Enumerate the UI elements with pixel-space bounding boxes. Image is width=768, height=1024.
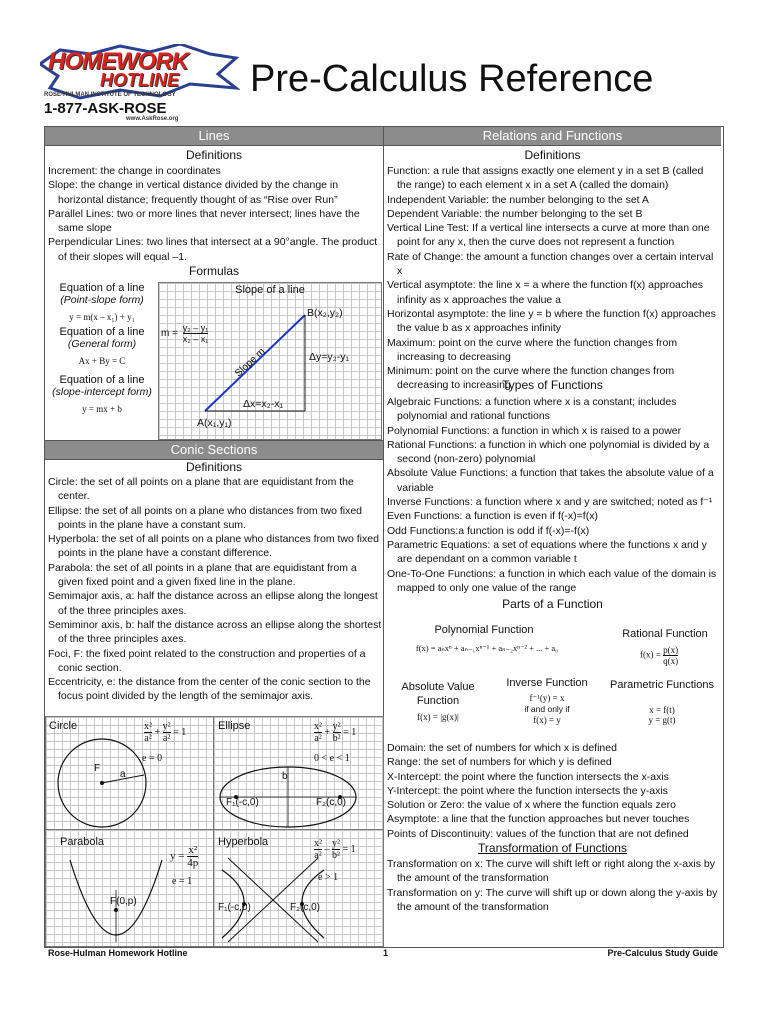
list-item: Dependent Variable: the number belonging to the set B xyxy=(387,207,643,220)
hyperbola-diagram xyxy=(214,830,383,946)
list-item: Odd Functions:a function is odd if f(-x)=-f(x) xyxy=(387,524,590,537)
list-item: Range: the set of numbers for which y is defined xyxy=(387,756,612,769)
transform-list xyxy=(387,857,720,914)
page-title: Pre-Calculus Reference xyxy=(250,58,654,100)
list-item: Semiminor axis, b: half the distance across an ellipse along the shortest of the three principles axes. xyxy=(48,618,382,646)
list-item: Transformation on x: The curve will shift left or right along the x-axis by the amount of the transformation xyxy=(387,858,715,885)
parametric-equation: x = f(t) y = g(t) xyxy=(648,705,676,725)
circle-diagram xyxy=(46,717,214,829)
eq2-formula: Ax + By = C xyxy=(78,356,126,366)
logo-website: www.AskRose.org xyxy=(126,116,179,122)
list-item: Independent Variable: the number belonging to the set A xyxy=(387,193,649,206)
logo-phone: 1-877-ASK-ROSE xyxy=(44,100,167,117)
list-item: Polynomial Functions: a function in which x is raised to a power xyxy=(387,424,682,437)
lines-definitions xyxy=(48,164,382,264)
types-title: Types of Functions xyxy=(502,378,603,392)
list-item: Rational Functions: a function in which one polynomial is divided by a second (non-zero) polynomial xyxy=(387,438,710,466)
list-item: Horizontal asymptote: the line y = b where the function f(x) approaches the value b as x approaches infinity xyxy=(387,307,716,335)
list-item: Maximum: point on the curve where the function changes from increasing to decreasing xyxy=(387,336,678,363)
rational-title: Rational Function xyxy=(622,628,708,640)
list-item: Asymptote: a line that the function approaches but never touches xyxy=(387,813,690,826)
delta-y-label: Δy=y₂-y₁ xyxy=(309,351,350,363)
list-item: Increment: the change in coordinates xyxy=(48,165,221,177)
footer-left: Rose-Hulman Homework Hotline xyxy=(48,948,188,958)
slope-graph xyxy=(158,282,382,440)
lines-formulas-title: Formulas xyxy=(188,264,239,278)
list-item: Transformation on y: The curve will shift up or down along the y-axis by the amount of the transformation xyxy=(387,886,718,913)
relations-definitions-title: Definitions xyxy=(524,148,581,162)
ellipse-equation: $\frac{\text{x²}}{\text{a²}}$ + $\frac{\text{y²}}{\text{b²}}$ = 1 xyxy=(314,721,357,744)
hyperbola-f2: F₂(c,0) xyxy=(290,902,320,913)
list-item: Foci, F: the fixed point related to the construction and properties of a conic section. xyxy=(48,647,366,674)
circle-label: Circle xyxy=(49,720,78,732)
list-item: Semimajor axis, a: half the distance across an ellipse along the longest of the three principles axes. xyxy=(48,590,378,617)
circle-a: a xyxy=(120,769,126,780)
hyperbola-graph xyxy=(213,829,384,947)
slope-graph-title: Slope of a line xyxy=(235,284,305,296)
list-item: Solution or Zero: the value of x where the function equals zero xyxy=(387,799,676,812)
list-item: Y-Intercept: the point where the function intersects the y-axis xyxy=(387,784,668,797)
delta-x-label: Δx=x₂-x₁ xyxy=(243,398,284,410)
eq3-title: Equation of a line xyxy=(59,374,145,386)
list-item: Vertical Line Test: If a vertical line intersects a curve at more than one point for any x, then the curve does not represent a function xyxy=(387,222,710,249)
eq2-form: (General form) xyxy=(67,338,137,350)
eq1-form: (Point-slope form) xyxy=(60,294,144,306)
logo-word-hotline: HOTLINE xyxy=(100,70,179,90)
parabola-focus: F(0,p) xyxy=(110,896,137,907)
relations-heading: Relations and Functions xyxy=(384,127,721,146)
rational-equation: f(x) = $\frac{p(x)}{q(x)}$ xyxy=(640,645,679,666)
list-item: Absolute Value Functions: a function that takes the absolute value of a variable xyxy=(387,467,714,494)
circle-f: F xyxy=(94,763,101,774)
slope-formula xyxy=(161,323,208,344)
footer-right: Pre-Calculus Study Guide xyxy=(607,948,718,958)
list-item: Minimum: point on the curve where the function changes from decreasing to increasing xyxy=(387,365,675,392)
ellipse-f2: F₂(c,0) xyxy=(316,797,346,808)
eq2-title: Equation of a line xyxy=(59,326,145,338)
line-equations xyxy=(46,282,158,414)
absolute-title: Absolute Value Function xyxy=(401,681,475,707)
list-item: Algebraic Functions: a function where x is a constant; includes polynomial and rational functions xyxy=(387,396,677,423)
list-item: Slope: the change in vertical distance divided by the change in horizontal distance; frequently thought of as “Rise over Run” xyxy=(48,179,339,206)
parabola-equation: y = $\frac{\text{x²}}{4p}$ xyxy=(170,844,199,869)
polynomial-title: Polynomial Function xyxy=(434,624,534,636)
parabola-label: Parabola xyxy=(60,836,105,848)
ellipse-b: b xyxy=(282,771,288,782)
list-item: Circle: the set of all points on a plane that are equidistant from the center. xyxy=(48,476,354,503)
hyperbola-eccentricity: e > 1 xyxy=(318,872,339,883)
list-item: Perpendicular Lines: two lines that intersect at a 90°angle. The product of their slopes will equal –1. xyxy=(48,236,378,263)
list-item: Parametric Equations: a set of equations where the functions x and y are dependant on a common variable t xyxy=(387,538,707,566)
list-item: Inverse Functions: a function where x and y are switched; noted as f⁻¹ xyxy=(387,496,713,509)
relations-definitions xyxy=(387,164,720,393)
lines-definitions-title: Definitions xyxy=(185,148,243,162)
slope-m-label: Slope m xyxy=(233,346,268,380)
polynomial-equation: f(x) = aₙxⁿ + aₙ₋₁xⁿ⁻¹ + aₙ₋₂xⁿ⁻² + ... + a₀ xyxy=(415,643,559,653)
conics-definitions xyxy=(48,475,382,704)
list-item: Parallel Lines: two or more lines that never intersect; lines have the same slope xyxy=(48,207,360,235)
parts-list xyxy=(387,741,720,841)
list-item: X-Intercept: the point where the function intersects the x-axis xyxy=(387,770,669,783)
parts-title: Parts of a Function xyxy=(502,597,603,611)
hyperbola-label: Hyperbola xyxy=(218,836,269,848)
homework-hotline-logo xyxy=(40,44,240,122)
circle-graph xyxy=(45,716,215,830)
transform-title: Transformation of Functions xyxy=(478,841,627,855)
list-item: Points of Discontinuity: values of the function that are not defined xyxy=(387,827,689,840)
logo-institute: ROSE-HULMAN INSTITUTE OF TECHNOLOGY xyxy=(44,92,176,98)
parametric-title: Parametric Functions xyxy=(610,679,714,691)
m-denominator: x₂ – x₁ xyxy=(182,334,209,344)
conics-definitions-title: Definitions xyxy=(185,460,243,474)
list-item: Domain: the set of numbers for which x is defined xyxy=(387,742,617,754)
list-item: One-To-One Functions: a function in which each value of the domain is mapped to only one value of the range xyxy=(387,567,717,594)
hyperbola-equation: $\frac{\text{x²}}{\text{a²}}$ – $\frac{\text{y²}}{\text{b²}}$ = 1 xyxy=(314,838,356,861)
absolute-equation: f(x) = |g(x)| xyxy=(417,712,459,722)
list-item: Parabola: the set of all points in a plane that are equidistant from a given fixed point and a given fixed line in the plane. xyxy=(48,561,357,589)
list-item: Function: a rule that assigns exactly one element y in a set B (called the range) to each element x in a set A (called the domain) xyxy=(387,165,704,192)
circle-equation: $\frac{\text{x²}}{\text{a²}}$ + $\frac{\text{y²}}{\text{a²}}$ = 1 xyxy=(144,721,187,744)
hyperbola-f1: F₁(-c,0) xyxy=(218,902,251,913)
eq1-title: Equation of a line xyxy=(59,282,145,294)
ellipse-f1: F₁(-c,0) xyxy=(226,797,259,808)
inverse-equation: f⁻¹(y) = x if and only if f(x) = y xyxy=(524,693,570,725)
point-a-label: A(x₁,y₁) xyxy=(197,417,232,429)
list-item: Hyperbola: the set of all points on a plane who distances from two fixed points in the plane have a constant difference. xyxy=(48,533,379,560)
inverse-title: Inverse Function xyxy=(506,677,588,689)
eq1-formula: y = m(x – x₁) + y₁ xyxy=(69,312,135,322)
lines-heading: Lines xyxy=(45,127,383,146)
eq3-form: (slope-intercept form) xyxy=(52,386,152,398)
list-item: Vertical asymptote: the line x = a where the function f(x) approaches infinity as x approaches the value a xyxy=(387,279,704,306)
ellipse-graph xyxy=(213,716,384,830)
list-item: Eccentricity, e: the distance from the center of the conic section to the focus point divided by the length of the semimajor axis. xyxy=(48,676,371,703)
circle-eccentricity: e = 0 xyxy=(142,753,163,764)
point-b-label: B(x₂,y₂) xyxy=(307,307,343,319)
logo-word-homework: HOMEWORK xyxy=(48,48,188,75)
list-item: Even Functions: a function is even if f(-x)=f(x) xyxy=(387,510,598,523)
ellipse-diagram xyxy=(214,717,383,829)
types-list xyxy=(387,395,720,595)
page-number: 1 xyxy=(383,948,389,958)
conics-heading: Conic Sections xyxy=(45,440,383,460)
eq3-formula: y = mx + b xyxy=(82,404,122,414)
m-numerator: y₂ – y₁ xyxy=(182,323,209,333)
parabola-eccentricity: e = 1 xyxy=(172,876,193,887)
list-item: Rate of Change: the amount a function changes over a certain interval x xyxy=(387,250,714,278)
ellipse-eccentricity: 0 < e < 1 xyxy=(314,753,350,764)
list-item: Ellipse: the set of all points on a plane who distances from two fixed points in the plane have a constant sum. xyxy=(48,504,363,531)
parabola-graph xyxy=(45,829,215,947)
m-label: m = xyxy=(161,328,178,340)
ellipse-label: Ellipse xyxy=(218,720,251,732)
